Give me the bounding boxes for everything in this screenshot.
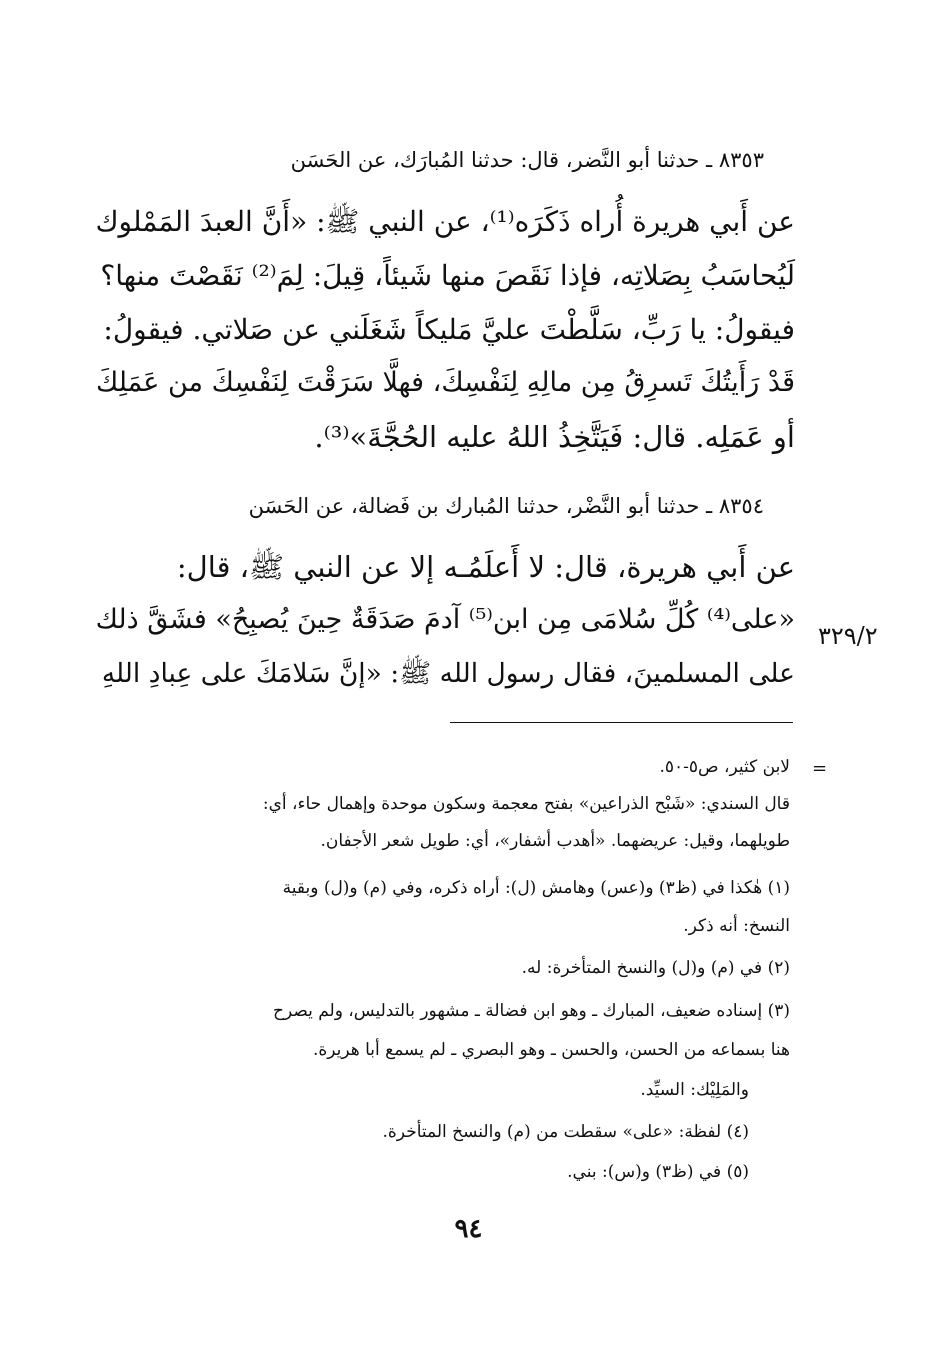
footnote-line-6: (٢) في (م) و(ل) والنسخ المتأخرة: له. [521, 958, 790, 978]
hadith-8353-line-1: عن أَبي هريرة أُراه ذَكَرَه⁽¹⁾، عن النبي ﷺ: «أَنَّ العبدَ المَمْلوك [95, 205, 795, 238]
footnote-line-4: (١) هٰكذا في (ظ٣) و(عس) وهامش (ل): أراه ذكره، وفي (م) و(ل) وبقية [282, 878, 790, 898]
footnote-line-2: قال السندي: «شَبْح الذراعين» بفتح معجمة وسكون موحدة وإهمال حاء، أي: [262, 794, 790, 814]
footnote-line-8: هنا بسماعه من الحسن، والحسن ـ وهو البصري ـ لم يسمع أبا هريرة. [312, 1040, 790, 1060]
hadith-8353-line-5: أو عَمَلِه. قال: فَيَتَّخِذُ اللهُ عليه الحُجَّةَ»⁽³⁾. [314, 420, 795, 454]
continuation-mark: = [812, 758, 828, 779]
footnote-line-5: النسخ: أنه ذكر. [683, 916, 790, 936]
hadith-8354-line-3: على المسلمينَ، فقال رسول الله ﷺ: «إنَّ سَلامَكَ على عِبادِ اللهِ [101, 658, 795, 689]
hadith-8353-line-4: قَدْ رَأَيتُكَ تَسرِقُ مِن مالِهِ لِنَفْسِكَ، فهلَّا سَرَقْتَ لِنَفْسِكَ من عَمَلِكَ [95, 367, 795, 398]
footnote-separator [450, 722, 793, 723]
margin-volume-reference: ٣٢٩/٢ [818, 622, 878, 650]
hadith-8354-line-2: «على⁽⁴⁾ كُلِّ سُلامَى مِن ابن⁽⁵⁾ آدمَ صَدَقَةٌ حِينَ يُصبِحُ» فشَقَّ ذلك [95, 604, 795, 635]
hadith-8353-line-2: لَيُحاسَبُ بِصَلاتِه، فإذا نَقَصَ منها شَيئاً، قِيلَ: لِمَ⁽²⁾ نَقَصْتَ منها؟ [100, 259, 795, 292]
footnote-line-10: (٤) لفظة: «على» سقطت من (م) والنسخ المتأخرة. [382, 1122, 749, 1142]
footnote-line-9: والمَلِيْك: السيِّد. [640, 1080, 749, 1100]
hadith-8353-line-3: فيقولُ: يا رَبِّ، سَلَّطْتَ عليَّ مَليكاً شَغَلَني عن صَلاتي. فيقولُ: [103, 313, 795, 346]
footnote-line-1: لابن كثير، ص٥-٥٠. [659, 757, 790, 777]
hadith-8354-header: ٨٣٥٤ ـ حدثنا أبو النَّضْر، حدثنا المُبارك بن فَضالة، عن الحَسَن [248, 494, 764, 518]
hadith-8354-line-1: عن أَبي هريرة، قال: لا أَعلَمُـه إلا عن النبي ﷺ، قال: [176, 550, 795, 584]
footnote-line-3: طويلهما، وقيل: عريضهما. «أهدب أشفار»، أي: طويل شعر الأجفان. [320, 831, 790, 851]
footnote-line-7: (٣) إسناده ضعيف، المبارك ـ وهو ابن فضالة ـ مشهور بالتدليس، ولم يصرح [272, 1001, 790, 1021]
footnote-line-11: (٥) في (ظ٣) و(س): بني. [567, 1162, 749, 1182]
page-number: ٩٤ [454, 1214, 483, 1244]
hadith-8353-header: ٨٣٥٣ ـ حدثنا أبو النَّضر، قال: حدثنا المُبارَك، عن الحَسَن [290, 148, 764, 172]
